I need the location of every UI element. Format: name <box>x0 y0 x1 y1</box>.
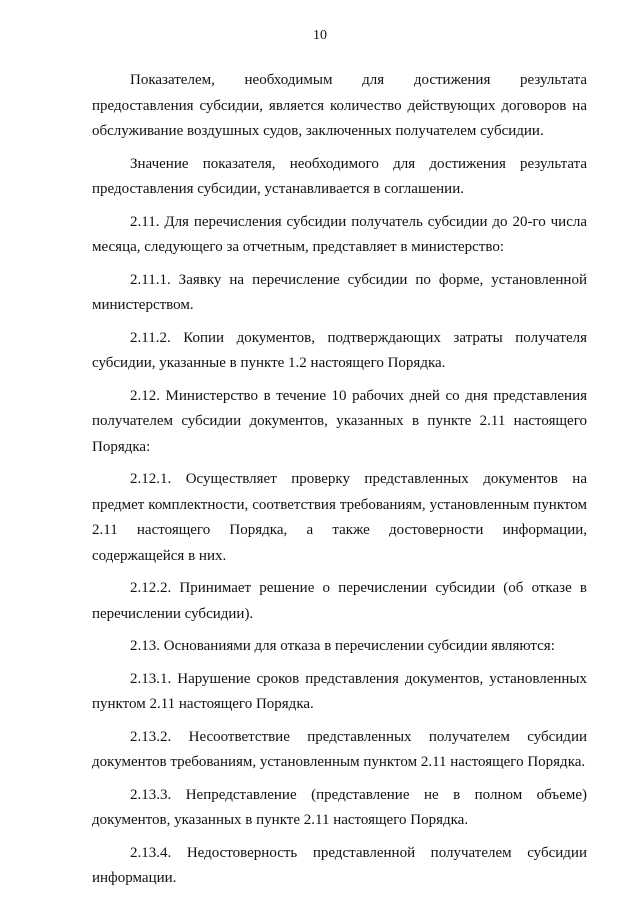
paragraph-2-13-1: 2.13.1. Нарушение сроков представления документов, установленных пунктом 2.11 настоящего Порядка. <box>92 670 587 712</box>
paragraph-2-12-2: 2.12.2. Принимает решение о перечислении субсидии (об отказе в перечислении субсидии). <box>92 580 587 622</box>
paragraph-2-12-1: 2.12.1. Осуществляет проверку представленных документов на предмет комплектности, соответствия требованиям, установленным пунктом 2.11 настоящего Порядка, а также достоверности информации, содержащейся в них. <box>92 471 587 564</box>
paragraph-2-12: 2.12. Министерство в течение 10 рабочих дней со дня представления получателем субсидии документов, указанных в пункте 2.11 настоящего Порядка: <box>92 387 587 455</box>
paragraph-2-11-1: 2.11.1. Заявку на перечисление субсидии по форме, установленной министерством. <box>92 271 587 313</box>
document-body <box>92 68 587 899</box>
page-number: 10 <box>313 28 327 43</box>
paragraph-2-13-2: 2.13.2. Несоответствие представленных получателем субсидии документов требованиям, установленным пунктом 2.11 настоящего Порядка. <box>92 728 587 770</box>
paragraph-indicator: Показателем, необходимым для достижения результата предоставления субсидии, является количество действующих договоров на обслуживание воздушных судов, заключенных получателем субсидии. <box>92 72 587 139</box>
paragraph-2-13: 2.13. Основаниями для отказа в перечислении субсидии являются: <box>130 638 555 654</box>
paragraph-2-11: 2.11. Для перечисления субсидии получатель субсидии до 20-го числа месяца, следующего за отчетным, представляет в министерство: <box>92 213 587 255</box>
paragraph-2-11-2: 2.11.2. Копии документов, подтверждающих затраты получателя субсидии, указанные в пункте 1.2 настоящего Порядка. <box>92 329 587 371</box>
paragraph-indicator-value: Значение показателя, необходимого для достижения результата предоставления субсидии, устанавливается в соглашении. <box>92 155 587 197</box>
paragraph-2-13-3: 2.13.3. Непредставление (представление не в полном объеме) документов, указанных в пункте 2.11 настоящего Порядка. <box>92 786 587 828</box>
paragraph-2-13-4: 2.13.4. Недостоверность представленной получателем субсидии информации. <box>92 844 587 886</box>
